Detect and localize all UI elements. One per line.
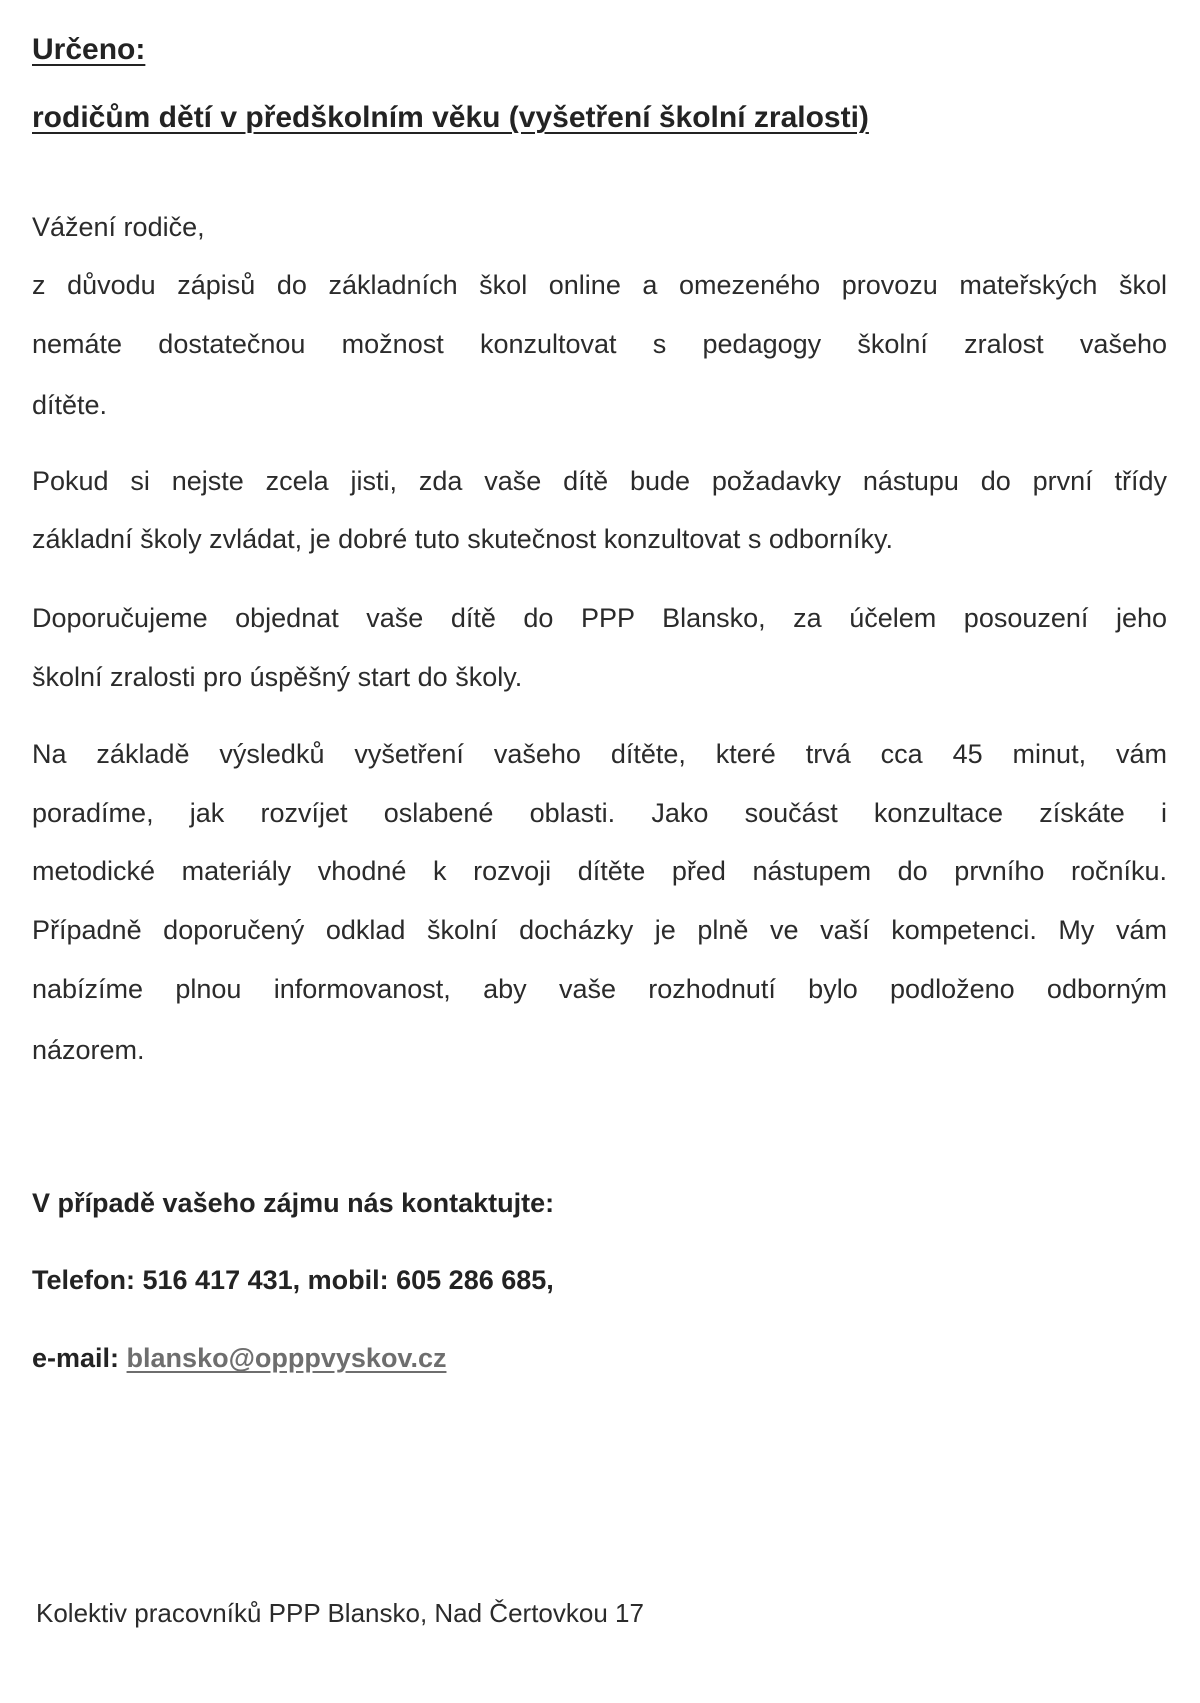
paragraph3-line2: školní zralosti pro úspěšný start do školy.: [32, 662, 523, 692]
paragraph4-line5: nabízíme plnou informovanost, aby vaše rozhodnutí bylo podloženo odborným: [32, 974, 1167, 1004]
paragraph3-line1: Doporučujeme objednat vaše dítě do PPP Blansko, za účelem posouzení jeho: [32, 603, 1167, 633]
paragraph4-line6: názorem.: [32, 1035, 145, 1065]
heading-audience: rodičům dětí v předškolním věku (vyšetření školní zralosti): [32, 101, 869, 134]
contact-intro: V případě vašeho zájmu nás kontaktujte:: [32, 1188, 555, 1218]
paragraph1-line2: nemáte dostatečnou možnost konzultovat s pedagogy školní zralost vašeho: [32, 329, 1167, 359]
paragraph2-line2: základní školy zvládat, je dobré tuto skutečnost konzultovat s odborníky.: [32, 524, 893, 554]
contact-email-label: e-mail:: [32, 1343, 120, 1373]
salutation: Vážení rodiče,: [32, 212, 205, 242]
paragraph4-line3: metodické materiály vhodné k rozvoji dítěte před nástupem do prvního ročníku.: [32, 856, 1167, 886]
contact-email-link[interactable]: blansko@opppvyskov.cz: [126, 1343, 447, 1373]
paragraph1-line3: dítěte.: [32, 390, 108, 420]
paragraph4-line1: Na základě výsledků vyšetření vašeho dítěte, které trvá cca 45 minut, vám: [32, 739, 1167, 769]
paragraph1-line1: z důvodu zápisů do základních škol online a omezeného provozu mateřských škol: [32, 270, 1167, 300]
paragraph4-line2: poradíme, jak rozvíjet oslabené oblasti. Jako součást konzultace získáte i: [32, 798, 1167, 828]
contact-phone: Telefon: 516 417 431, mobil: 605 286 685,: [32, 1265, 554, 1295]
footer-signature: Kolektiv pracovníků PPP Blansko, Nad Čertovkou 17: [36, 1598, 644, 1628]
paragraph4-line4: Případně doporučený odklad školní docházky je plně ve vaší kompetenci. My vám: [32, 915, 1167, 945]
contact-email-row: [32, 1341, 446, 1375]
paragraph2-line1: Pokud si nejste zcela jisti, zda vaše dítě bude požadavky nástupu do první třídy: [32, 466, 1167, 496]
heading-intended-for: Určeno:: [32, 33, 146, 66]
